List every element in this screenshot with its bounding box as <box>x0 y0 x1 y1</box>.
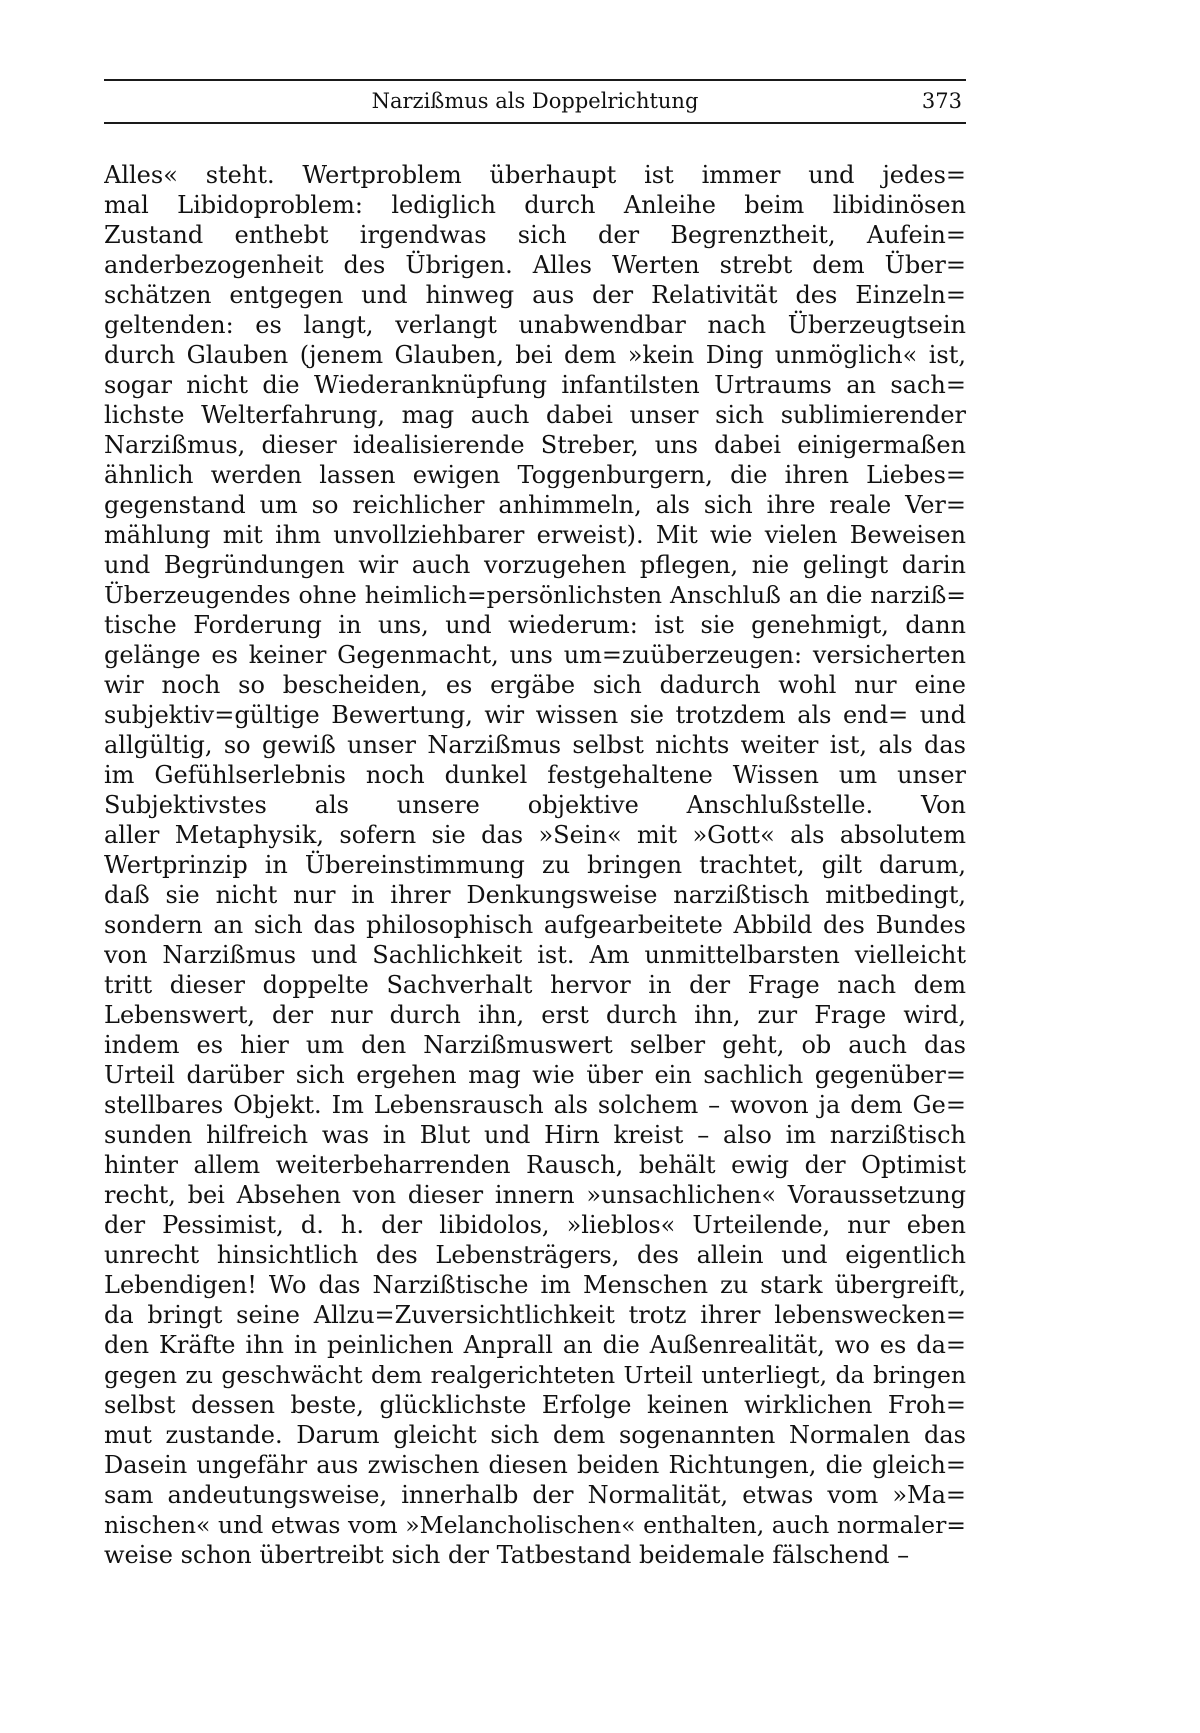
text-line: Wertprinzip in Übereinstimmung zu bringen trachtet, gilt darum, <box>104 851 966 879</box>
text-line: sogar nicht die Wiederanknüpfung infantilsten Urtraums an sach= <box>104 371 966 399</box>
text-line: Narzißmus, dieser idealisierende Streber, uns dabei einigermaßen <box>104 431 966 459</box>
text-line: Überzeugendes ohne heimlich=persönlichsten Anschluß an die narziß= <box>104 581 966 609</box>
text-line: tritt dieser doppelte Sachverhalt hervor in der Frage nach dem <box>104 971 966 999</box>
text-line: mut zustande. Darum gleicht sich dem sogenannten Normalen das <box>104 1421 966 1449</box>
text-line: geltenden: es langt, verlangt unabwendbar nach Überzeugtsein <box>104 311 966 339</box>
text-line: subjektiv=gültige Bewertung, wir wissen sie trotzdem als end= und <box>104 701 966 729</box>
text-line: Zustand enthebt irgendwas sich der Begrenztheit, Aufein= <box>104 221 966 249</box>
text-line: tische Forderung in uns, und wiederum: ist sie genehmigt, dann <box>104 611 966 639</box>
body-text <box>104 160 966 1570</box>
page-number: 373 <box>921 89 962 113</box>
text-line: Alles« steht. Wertproblem überhaupt ist immer und jedes= <box>104 161 966 189</box>
text-line: mählung mit ihm unvollziehbarer erweist). Mit wie vielen Beweisen <box>104 521 966 549</box>
header-top-rule <box>104 79 966 81</box>
text-line: sam andeutungsweise, innerhalb der Normalität, etwas vom »Ma= <box>104 1481 966 1509</box>
text-line: anderbezogenheit des Übrigen. Alles Werten strebt dem Über= <box>104 251 966 279</box>
running-title: Narzißmus als Doppelrichtung <box>371 89 699 113</box>
text-line: selbst dessen beste, glücklichste Erfolge keinen wirklichen Froh= <box>104 1391 966 1419</box>
text-line: von Narzißmus und Sachlichkeit ist. Am unmittelbarsten vielleicht <box>104 941 966 969</box>
text-line: allgültig, so gewiß unser Narzißmus selbst nichts weiter ist, als das <box>104 731 966 759</box>
text-line: der Pessimist, d. h. der libidolos, »lieblos« Urteilende, nur eben <box>104 1211 966 1239</box>
text-line: indem es hier um den Narzißmuswert selber geht, ob auch das <box>104 1031 966 1059</box>
text-line: gelänge es keiner Gegenmacht, uns um=zuüberzeugen: versicherten <box>104 641 966 669</box>
text-line: gegenstand um so reichlicher anhimmeln, als sich ihre reale Ver= <box>104 491 966 519</box>
text-line: lichste Welterfahrung, mag auch dabei unser sich sublimierender <box>104 401 966 429</box>
text-line: gegen zu geschwächt dem realgerichteten Urteil unterliegt, da bringen <box>104 1361 966 1389</box>
text-line: und Begründungen wir auch vorzugehen pflegen, nie gelingt darin <box>104 551 966 579</box>
text-line: Dasein ungefähr aus zwischen diesen beiden Richtungen, die gleich= <box>104 1451 966 1479</box>
text-line: sunden hilfreich was in Blut und Hirn kreist – also im narzißtisch <box>104 1121 966 1149</box>
text-line: im Gefühlserlebnis noch dunkel festgehaltene Wissen um unser <box>104 761 966 789</box>
text-line: hinter allem weiterbeharrenden Rausch, behält ewig der Optimist <box>104 1151 966 1179</box>
text-line: wir noch so bescheiden, es ergäbe sich dadurch wohl nur eine <box>104 671 966 699</box>
text-line: sondern an sich das philosophisch aufgearbeitete Abbild des Bundes <box>104 911 966 939</box>
text-line: daß sie nicht nur in ihrer Denkungsweise narzißtisch mitbedingt, <box>104 881 966 909</box>
text-line: Urteil darüber sich ergehen mag wie über ein sachlich gegenüber= <box>104 1061 966 1089</box>
text-line: recht, bei Absehen von dieser innern »unsachlichen« Voraussetzung <box>104 1181 966 1209</box>
text-line: durch Glauben (jenem Glauben, bei dem »kein Ding unmöglich« ist, <box>104 341 966 369</box>
text-line: nischen« und etwas vom »Melancholischen« enthalten, auch normaler= <box>104 1511 966 1539</box>
text-line: Lebenswert, der nur durch ihn, erst durch ihn, zur Frage wird, <box>104 1001 966 1029</box>
text-line: mal Libidoproblem: lediglich durch Anleihe beim libidinösen <box>104 191 966 219</box>
text-line: aller Metaphysik, sofern sie das »Sein« mit »Gott« als absolutem <box>104 821 966 849</box>
text-line: den Kräfte ihn in peinlichen Anprall an die Außenrealität, wo es da= <box>104 1331 966 1359</box>
header-bottom-rule <box>104 122 966 124</box>
text-line: Subjektivstes als unsere objektive Anschlußstelle. Von <box>104 791 966 819</box>
text-line: weise schon übertreibt sich der Tatbestand beidemale fälschend – <box>104 1541 910 1569</box>
text-line: schätzen entgegen und hinweg aus der Relativität des Einzeln= <box>104 281 966 309</box>
text-line: da bringt seine Allzu=Zuversichtlichkeit trotz ihrer lebenswecken= <box>104 1301 966 1329</box>
text-line: stellbares Objekt. Im Lebensrausch als solchem – wovon ja dem Ge= <box>104 1091 966 1119</box>
text-line: unrecht hinsichtlich des Lebensträgers, des allein und eigentlich <box>104 1241 966 1269</box>
text-line: Lebendigen! Wo das Narzißtische im Menschen zu stark übergreift, <box>104 1271 966 1299</box>
running-head <box>104 84 966 118</box>
text-line: ähnlich werden lassen ewigen Toggenburgern, die ihren Liebes= <box>104 461 966 489</box>
